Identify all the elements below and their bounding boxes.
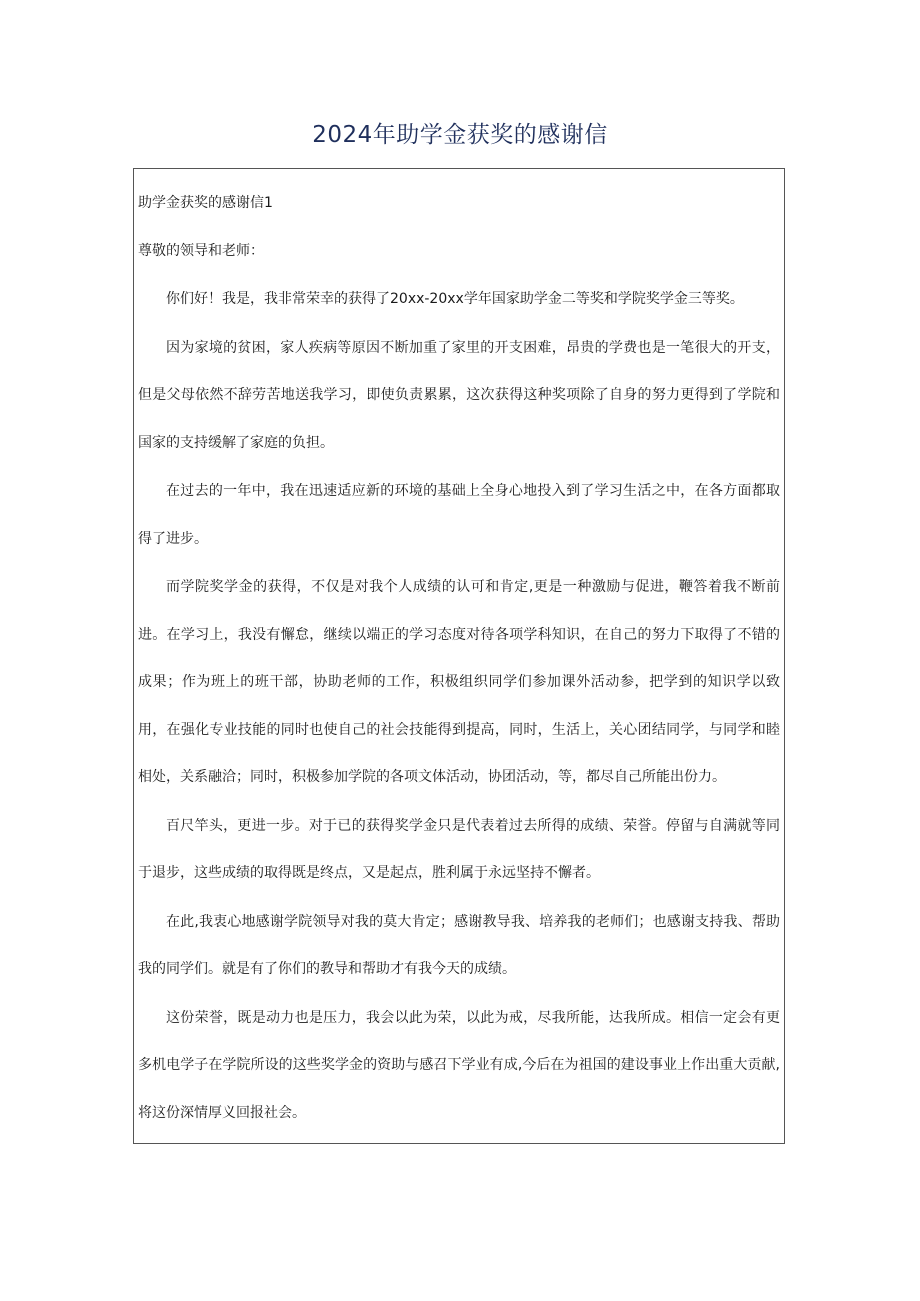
letter-subtitle: 助学金获奖的感谢信1: [138, 195, 273, 211]
salutation: 尊敬的领导和老师：: [138, 243, 264, 259]
paragraph-closing: 这份荣誉，既是动力也是压力，我会以此为荣，以此为戒，尽我所能，达我所成。相信一定会有更多机电学子在学院所设的这些奖学金的资助与感召下学业有成,今后在为祖国的建设事业上作出重大贡献,将这份深情厚义回报社会。: [138, 1009, 780, 1121]
paragraph-thanks: 在此,我衷心地感谢学院领导对我的莫大肯定；感谢教导我、培养我的老师们；也感谢支持我、帮助我的同学们。就是有了你们的教导和帮助才有我今天的成绩。: [138, 913, 780, 977]
paragraph-achievements: 而学院奖学金的获得，不仅是对我个人成绩的认可和肯定,更是一种激励与促进，鞭答着我不断前进。在学习上，我没有懈怠，继续以端正的学习态度对待各项学科知识，在自己的努力下取得了不错的成果；作为班上的班干部，协助老师的工作，积极组织同学们参加课外活动参，把学到的知识学以致用，在强化专业技能的同时也使自己的社会技能得到提高，同时，生活上，关心团结同学，与同学和睦相处，关系融洽；同时，积极参加学院的各项文体活动，协团活动，等，都尽自己所能出份力。: [138, 579, 780, 785]
paragraph-family-hardship: 因为家境的贫困，家人疾病等原因不断加重了家里的开支困难，昂贵的学费也是一笔很大的开支，但是父母依然不辞劳苦地送我学习，即使负责累累，这次获得这种奖项除了自身的努力更得到了学院和国家的支持缓解了家庭的负担。: [138, 339, 780, 451]
paragraph-past-year: 在过去的一年中，我在迅速适应新的环境的基础上全身心地投入到了学习生活之中，在各方面都取得了进步。: [138, 483, 780, 547]
letter-body: [138, 191, 780, 1149]
letter-frame: [133, 168, 785, 1144]
document-title: 2024年助学金获奖的感谢信: [312, 122, 608, 148]
paragraph-progress: 百尺竿头，更进一步。对于已的获得奖学金只是代表着过去所得的成绩、荣誉。停留与自满就等同于退步，这些成绩的取得既是终点，又是起点，胜利属于永远坚持不懈者。: [138, 817, 780, 881]
paragraph-greeting: 你们好！我是，我非常荣幸的获得了20xx-20xx学年国家助学金二等奖和学院奖学金三等奖。: [166, 291, 744, 307]
